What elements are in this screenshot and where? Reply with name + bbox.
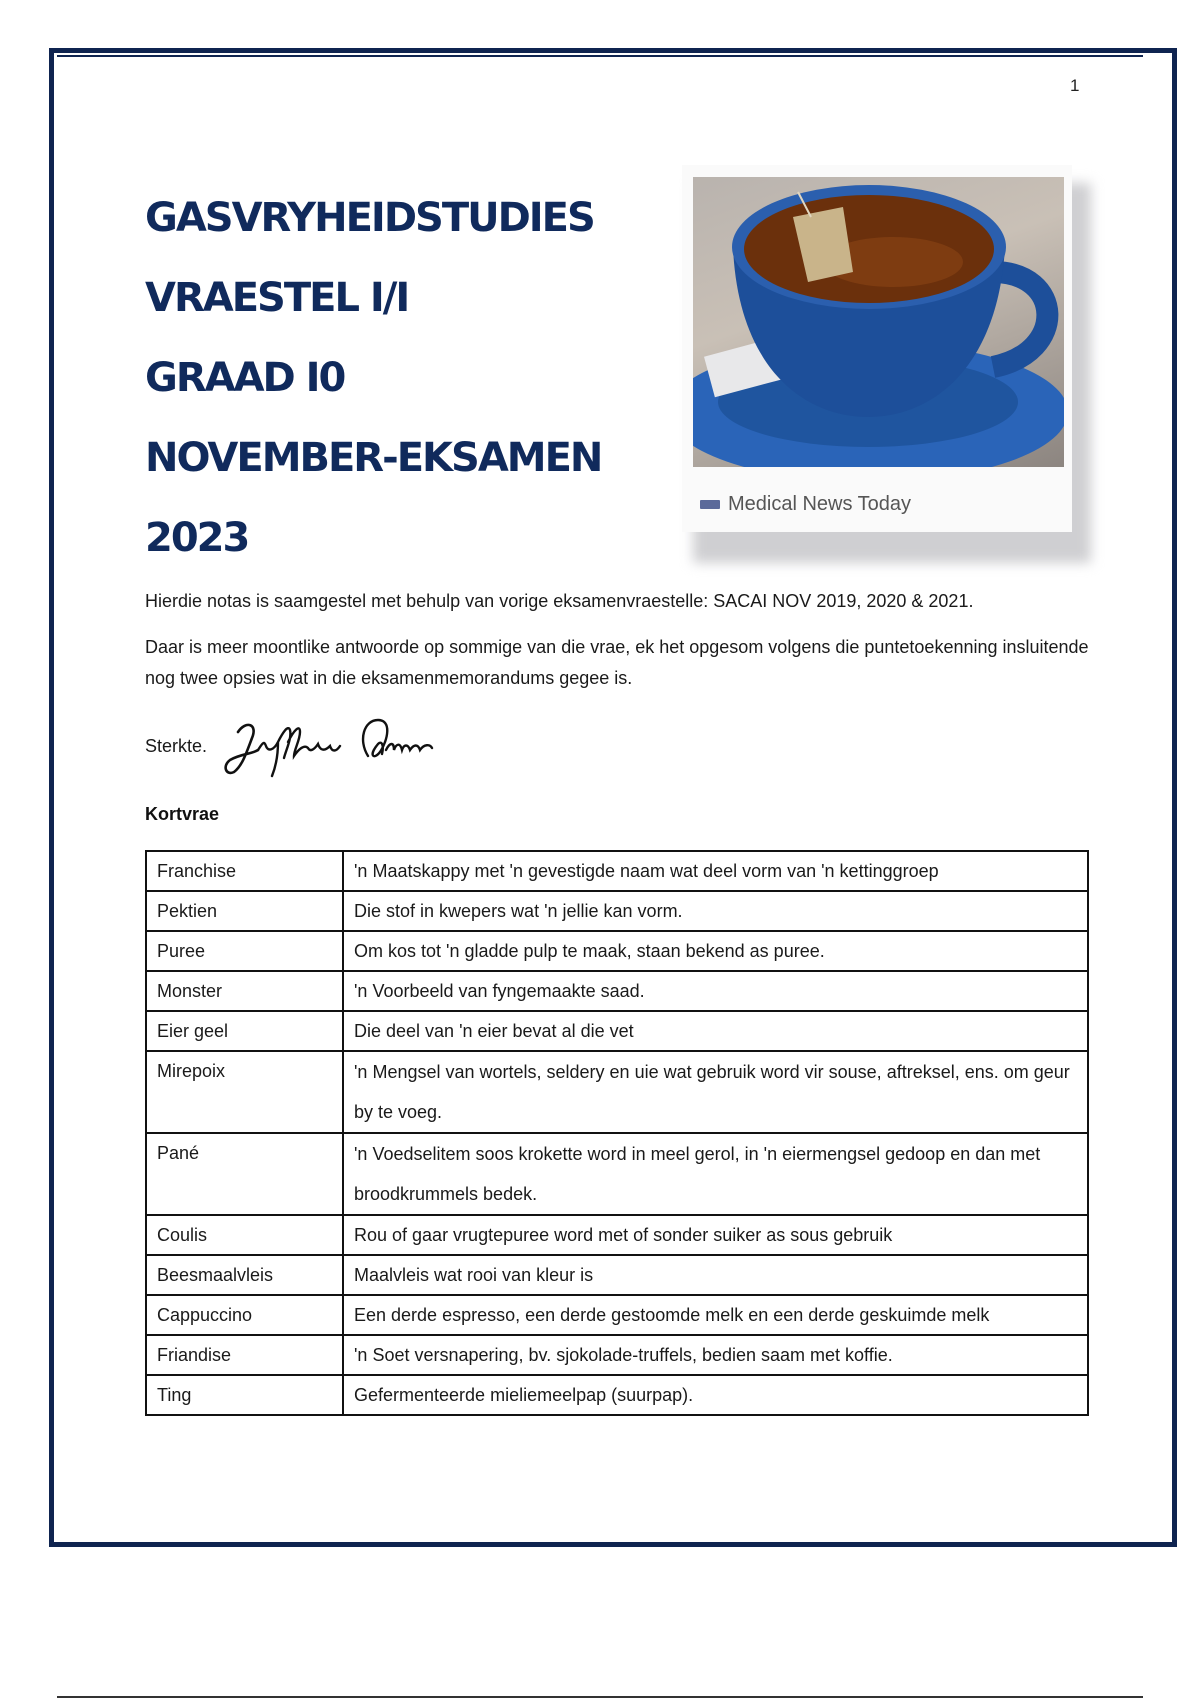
- table-row: [146, 1295, 1088, 1335]
- table-row: [146, 1335, 1088, 1375]
- image-caption: [700, 493, 911, 516]
- definition-cell: 'n Maatskappy met 'n gevestigde naam wat deel vorm van 'n kettinggroep: [343, 851, 1088, 891]
- definition-cell: Die stof in kwepers wat 'n jellie kan vorm.: [343, 891, 1088, 931]
- next-page-rule: [57, 1696, 1143, 1698]
- page-number: 1: [1070, 76, 1080, 95]
- source-logo-icon: [700, 500, 720, 509]
- table-row: [146, 1255, 1088, 1295]
- cup-handle-shape: [993, 272, 1047, 367]
- table-row: [146, 1011, 1088, 1051]
- section-heading-kortvrae: Kortvrae: [145, 804, 220, 824]
- table-row: [146, 1375, 1088, 1415]
- title-year: 2023: [145, 515, 249, 561]
- table-row: [146, 891, 1088, 931]
- table-row: [146, 971, 1088, 1011]
- definition-cell: 'n Voedselitem soos krokette word in meel gerol, in 'n eiermengsel gedoop en dan met broodkrummels bedek.: [343, 1133, 1088, 1215]
- term-cell: Pektien: [146, 891, 343, 931]
- caption-text: Medical News Today: [728, 493, 912, 515]
- definition-cell: 'n Mengsel van wortels, seldery en uie wat gebruik word vir souse, aftreksel, ens. om geur by te voeg.: [343, 1051, 1088, 1133]
- intro-paragraph-2: Daar is meer moontlike antwoorde op sommige van die vrae, ek het opgesom volgens die puntetoekenning insluitende nog twee opsies wat in die eksamenmemorandums gegee is.: [145, 637, 1089, 688]
- definition-cell: Maalvleis wat rooi van kleur is: [343, 1255, 1088, 1295]
- definition-cell: Om kos tot 'n gladde pulp te maak, staan bekend as puree.: [343, 931, 1088, 971]
- term-cell: Puree: [146, 931, 343, 971]
- definition-cell: Een derde espresso, een derde gestoomde melk en een derde geskuimde melk: [343, 1295, 1088, 1335]
- title-paper: VRAESTEL I/I: [145, 275, 409, 321]
- definitions-table: [145, 850, 1089, 1416]
- term-cell: Pané: [146, 1133, 343, 1215]
- term-cell: Ting: [146, 1375, 343, 1415]
- term-cell: Mirepoix: [146, 1051, 343, 1133]
- definition-cell: Rou of gaar vrugtepuree word met of sonder suiker as sous gebruik: [343, 1215, 1088, 1255]
- tea-cup-image: [693, 177, 1064, 467]
- definition-cell: 'n Voorbeeld van fyngemaakte saad.: [343, 971, 1088, 1011]
- definition-cell: 'n Soet versnapering, bv. sjokolade-truffels, bedien saam met koffie.: [343, 1335, 1088, 1375]
- tea-photo-card: [682, 165, 1072, 532]
- term-cell: Coulis: [146, 1215, 343, 1255]
- definition-cell: Gefermenteerde mieliemeelpap (suurpap).: [343, 1375, 1088, 1415]
- table-row: [146, 1215, 1088, 1255]
- definition-cell: Die deel van 'n eier bevat al die vet: [343, 1011, 1088, 1051]
- term-cell: Monster: [146, 971, 343, 1011]
- table-row: [146, 1051, 1088, 1133]
- term-cell: Eier geel: [146, 1011, 343, 1051]
- intro-paragraph-1: Hierdie notas is saamgestel met behulp van vorige eksamenvraestelle: SACAI NOV 2019, 2020 & 2021.: [145, 591, 974, 611]
- term-cell: Beesmaalvleis: [146, 1255, 343, 1295]
- top-rule: [57, 55, 1143, 57]
- tea-cup-illustration: [693, 177, 1064, 467]
- title-exam: NOVEMBER-EKSAMEN: [145, 435, 602, 481]
- title-block: [145, 190, 601, 590]
- term-cell: Cappuccino: [146, 1295, 343, 1335]
- signoff-label: Sterkte.: [145, 736, 208, 756]
- title-grade: GRAAD I0: [145, 355, 345, 401]
- term-cell: Franchise: [146, 851, 343, 891]
- table-row: [146, 931, 1088, 971]
- handwritten-signature: [218, 710, 448, 780]
- table-row: [146, 851, 1088, 891]
- term-cell: Friandise: [146, 1335, 343, 1375]
- table-row: [146, 1133, 1088, 1215]
- title-subject: GASVRYHEIDSTUDIES: [145, 195, 594, 241]
